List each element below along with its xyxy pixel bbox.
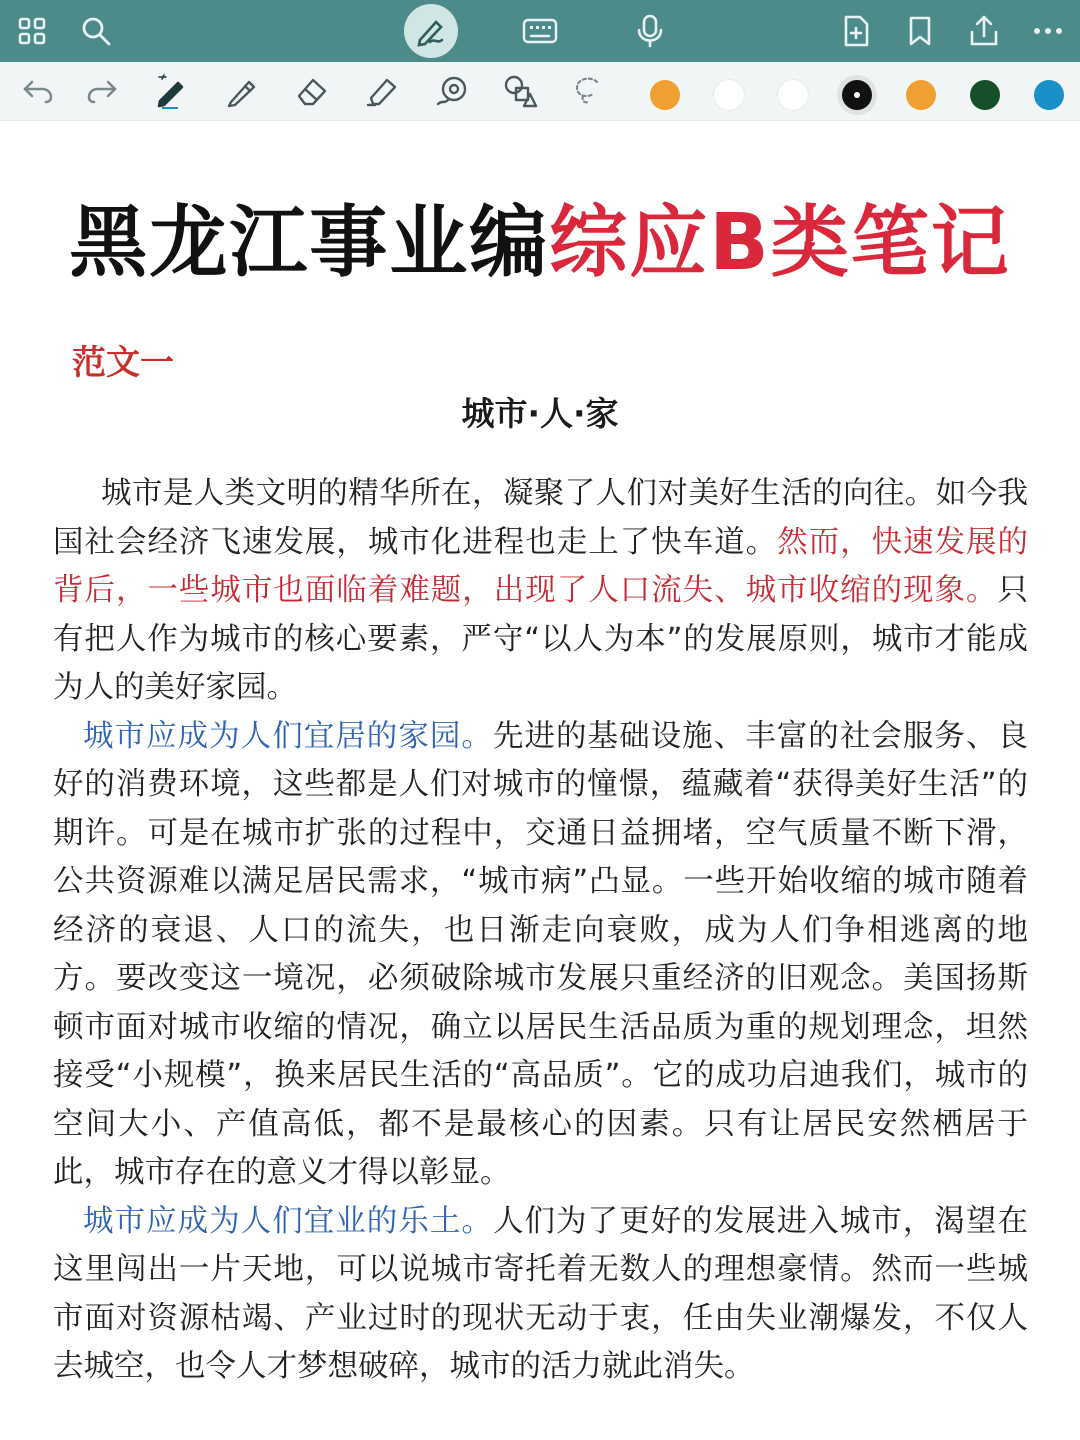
color-swatch-white-2[interactable] [778,80,808,110]
add-page-icon[interactable] [836,11,876,51]
handwriting-pen-icon[interactable] [404,4,458,58]
bookmark-icon[interactable] [900,11,940,51]
paragraph-3 [53,1198,1028,1392]
paragraph-1-red-highlight: 然而，快速发展的背后，一些城市也面临着难题，出现了人口流失、城市收缩的现象。 [53,524,1029,608]
pen-icon[interactable] [150,71,190,111]
color-swatch-dark-green[interactable] [970,80,1000,110]
paragraph-2-blue-heading: 城市应成为人们宜居的家园。 [83,718,493,754]
highlighter-icon[interactable] [362,71,402,111]
grid-icon[interactable] [12,11,52,51]
color-swatch-orange[interactable] [650,80,680,110]
color-swatch-orange-2[interactable] [906,80,936,110]
eraser-icon[interactable] [292,71,332,111]
essay-body [53,470,1028,1392]
color-swatch-blue[interactable] [1034,80,1064,110]
title-black-part: 黑龙江事业编 [69,198,550,288]
lasso-shape-icon[interactable] [432,71,472,111]
paragraph-3-blue-heading: 城市应成为人们宜业的乐土。 [83,1203,493,1239]
undo-icon[interactable] [18,71,58,111]
top-app-bar [0,0,1080,62]
selected-check-icon [842,80,872,110]
shapes-icon[interactable] [500,71,540,111]
paragraph-3-text: 人们为了更好的发展进入城市，渴望在这里闯出一片天地，可以说城市寄托着无数人的理想豪情。然而一些城市面对资源枯竭、产业过时的现状无动于衷，任由失业潮爆发，不仅人去城空，也令人才梦想破碎，城市的活力就此消失。 [53,1203,1029,1384]
color-swatch-black-selected[interactable] [842,80,872,110]
paragraph-1 [53,470,1028,713]
color-swatch-white-1[interactable] [714,80,744,110]
title-red-part: 综应B类笔记 [549,198,1011,288]
paragraph-1-text-a: 城市是人类文明的精华所在，凝聚了人们对美好生活的向往。如今我国社会经济飞速发展，城市化进程也走上了快车道。 [53,476,1028,560]
microphone-icon[interactable] [630,11,670,51]
share-icon[interactable] [964,11,1004,51]
paragraph-2 [53,713,1028,1198]
page-title [0,180,1080,292]
pencil-icon[interactable] [222,71,262,111]
more-icon[interactable] [1028,11,1068,51]
paragraph-1-text-b: 只有把人作为城市的核心要素，严守“以人为本”的发展原则，城市才能成为人的美好家园。 [53,573,1028,705]
search-icon[interactable] [76,11,116,51]
essay-subtitle: 城市·人·家 [461,394,619,433]
lasso-select-icon[interactable] [568,71,608,111]
paragraph-2-text: 先进的基础设施、丰富的社会服务、良好的消费环境，这些都是人们对城市的憧憬，蕴藏着“获得美好生活”的期许。可是在城市扩张的过程中，交通日益拥堵，空气质量不断下滑，公共资源难以满足居民需求，“城市病”凸显。一些开始收缩的城市随着经济的衰退、人口的流失，也日渐走向衰败，成为人们争相逃离的地方。要改变这一境况，必须破除城市发展只重经济的旧观念。美国扬斯顿市面对城市收缩的情况，确立以居民生活品质为重的规划理念，坦然接受“小规模”，换来居民生活的“高品质”。它的成功启迪我们，城市的空间大小、产值高低，都不是最核心的因素。只有让居民安然栖居于此，城市存在的意义才得以彰显。 [53,718,1029,1190]
section-label: 范文一 [72,343,174,383]
redo-icon[interactable] [82,71,122,111]
keyboard-icon[interactable] [520,11,560,51]
